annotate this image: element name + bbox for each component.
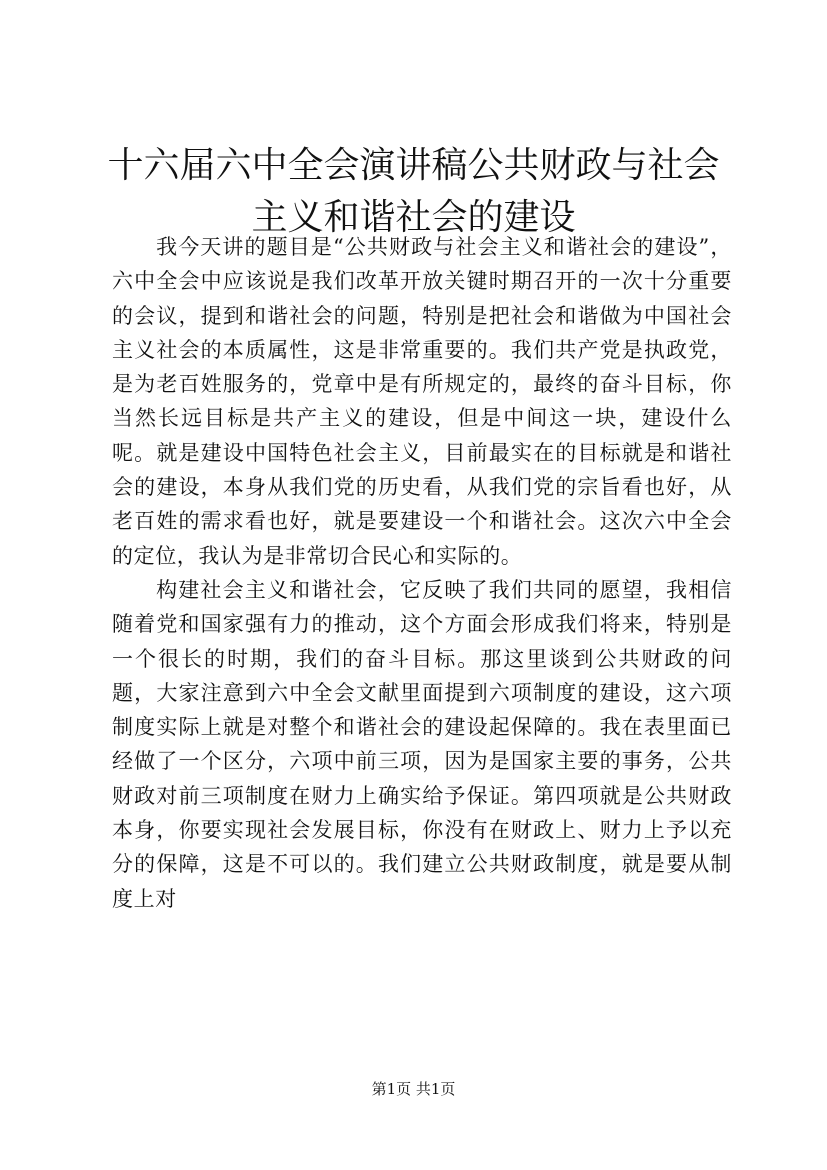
document-title: 十六届六中全会演讲稿公共财政与社会主义和谐社会的建设	[107, 145, 720, 238]
document-body	[112, 230, 732, 916]
paragraph: 我今天讲的题目是“公共财政与社会主义和谐社会的建设”，六中全会中应该说是我们改革开放关键时期召开的一次十分重要的会议，提到和谐社会的问题，特别是把社会和谐做为中国社会主义社会的本质属性，这是非常重要的。我们共产党是执政党，是为老百姓服务的，党章中是有所规定的，最终的奋斗目标，你当然长远目标是共产主义的建设，但是中间这一块，建设什么呢。就是建设中国特色社会主义，目前最实在的目标就是和谐社会的建设，本身从我们党的历史看，从我们党的宗旨看也好，从老百姓的需求看也好，就是要建设一个和谐社会。这次六中全会的定位，我认为是非常切合民心和实际的。	[112, 235, 732, 568]
paragraph: 构建社会主义和谐社会，它反映了我们共同的愿望，我相信随着党和国家强有力的推动，这个方面会形成我们将来，特别是一个很长的时期，我们的奋斗目标。那这里谈到公共财政的问题，大家注意到六中全会文献里面提到六项制度的建设，这六项制度实际上就是对整个和谐社会的建设起保障的。我在表里面已经做了一个区分，六项中前三项，因为是国家主要的事务，公共财政对前三项制度在财力上确实给予保证。第四项就是公共财政本身，你要实现社会发展目标，你没有在财政上、财力上予以充分的保障，这是不可以的。我们建立公共财政制度，就是要从制度上对	[112, 577, 732, 911]
page-number-footer: 第1页 共1页	[371, 1080, 456, 1098]
